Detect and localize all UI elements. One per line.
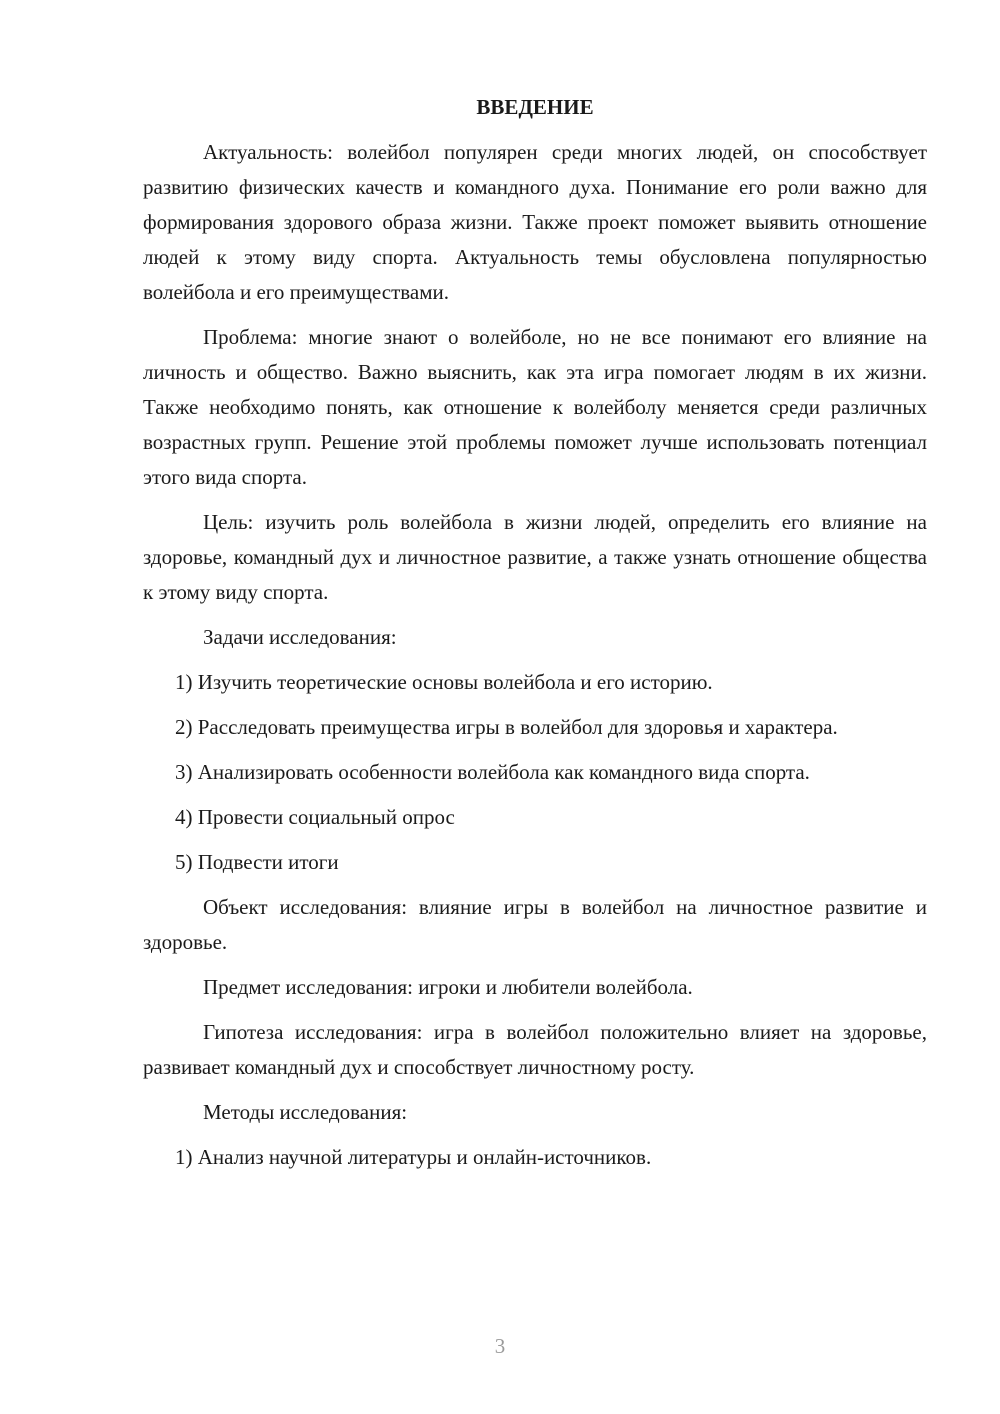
method-item: 1) Анализ научной литературы и онлайн-источников. [175, 1145, 652, 1169]
object-paragraph: Объект исследования: влияние игры в волейбол на личностное развитие и здоровье. [143, 895, 927, 954]
tasks-heading: Задачи исследования: [203, 625, 397, 649]
task-item: 4) Провести социальный опрос [175, 805, 455, 829]
task-item: 2) Расследовать преимущества игры в волейбол для здоровья и характера. [175, 715, 838, 739]
goal-paragraph: Цель: изучить роль волейбола в жизни людей, определить его влияние на здоровье, командный дух и личностное развитие, а также узнать отношение общества к этому виду спорта. [143, 510, 927, 604]
section-title: ВВЕДЕНИЕ [476, 95, 594, 119]
subject-paragraph: Предмет исследования: игроки и любители волейбола. [203, 975, 693, 999]
methods-heading: Методы исследования: [203, 1100, 408, 1124]
problem-paragraph: Проблема: многие знают о волейболе, но не все понимают его влияние на личность и общество. Важно выяснить, как эта игра помогает людям в их жизни. Также необходимо понять, как отношение к волейболу меняется среди различных возрастных групп. Решение этой проблемы поможет лучше использовать потенциал этого вида спорта. [143, 325, 927, 489]
task-item: 5) Подвести итоги [175, 850, 339, 874]
task-item: 3) Анализировать особенности волейбола как командного вида спорта. [175, 760, 810, 784]
document-body [143, 92, 927, 1175]
relevance-paragraph: Актуальность: волейбол популярен среди многих людей, он способствует развитию физических качеств и командного духа. Понимание его роли важно для формирования здорового образа жизни. Также проект поможет выявить отношение людей к этому виду спорта. Актуальность темы обусловлена популярностью волейбола и его преимуществами. [143, 140, 927, 304]
task-item: 1) Изучить теоретические основы волейбола и его историю. [175, 670, 713, 694]
page-number: 3 [494, 1334, 506, 1358]
hypothesis-paragraph: Гипотеза исследования: игра в волейбол положительно влияет на здоровье, развивает командный дух и способствует личностному росту. [143, 1020, 927, 1079]
